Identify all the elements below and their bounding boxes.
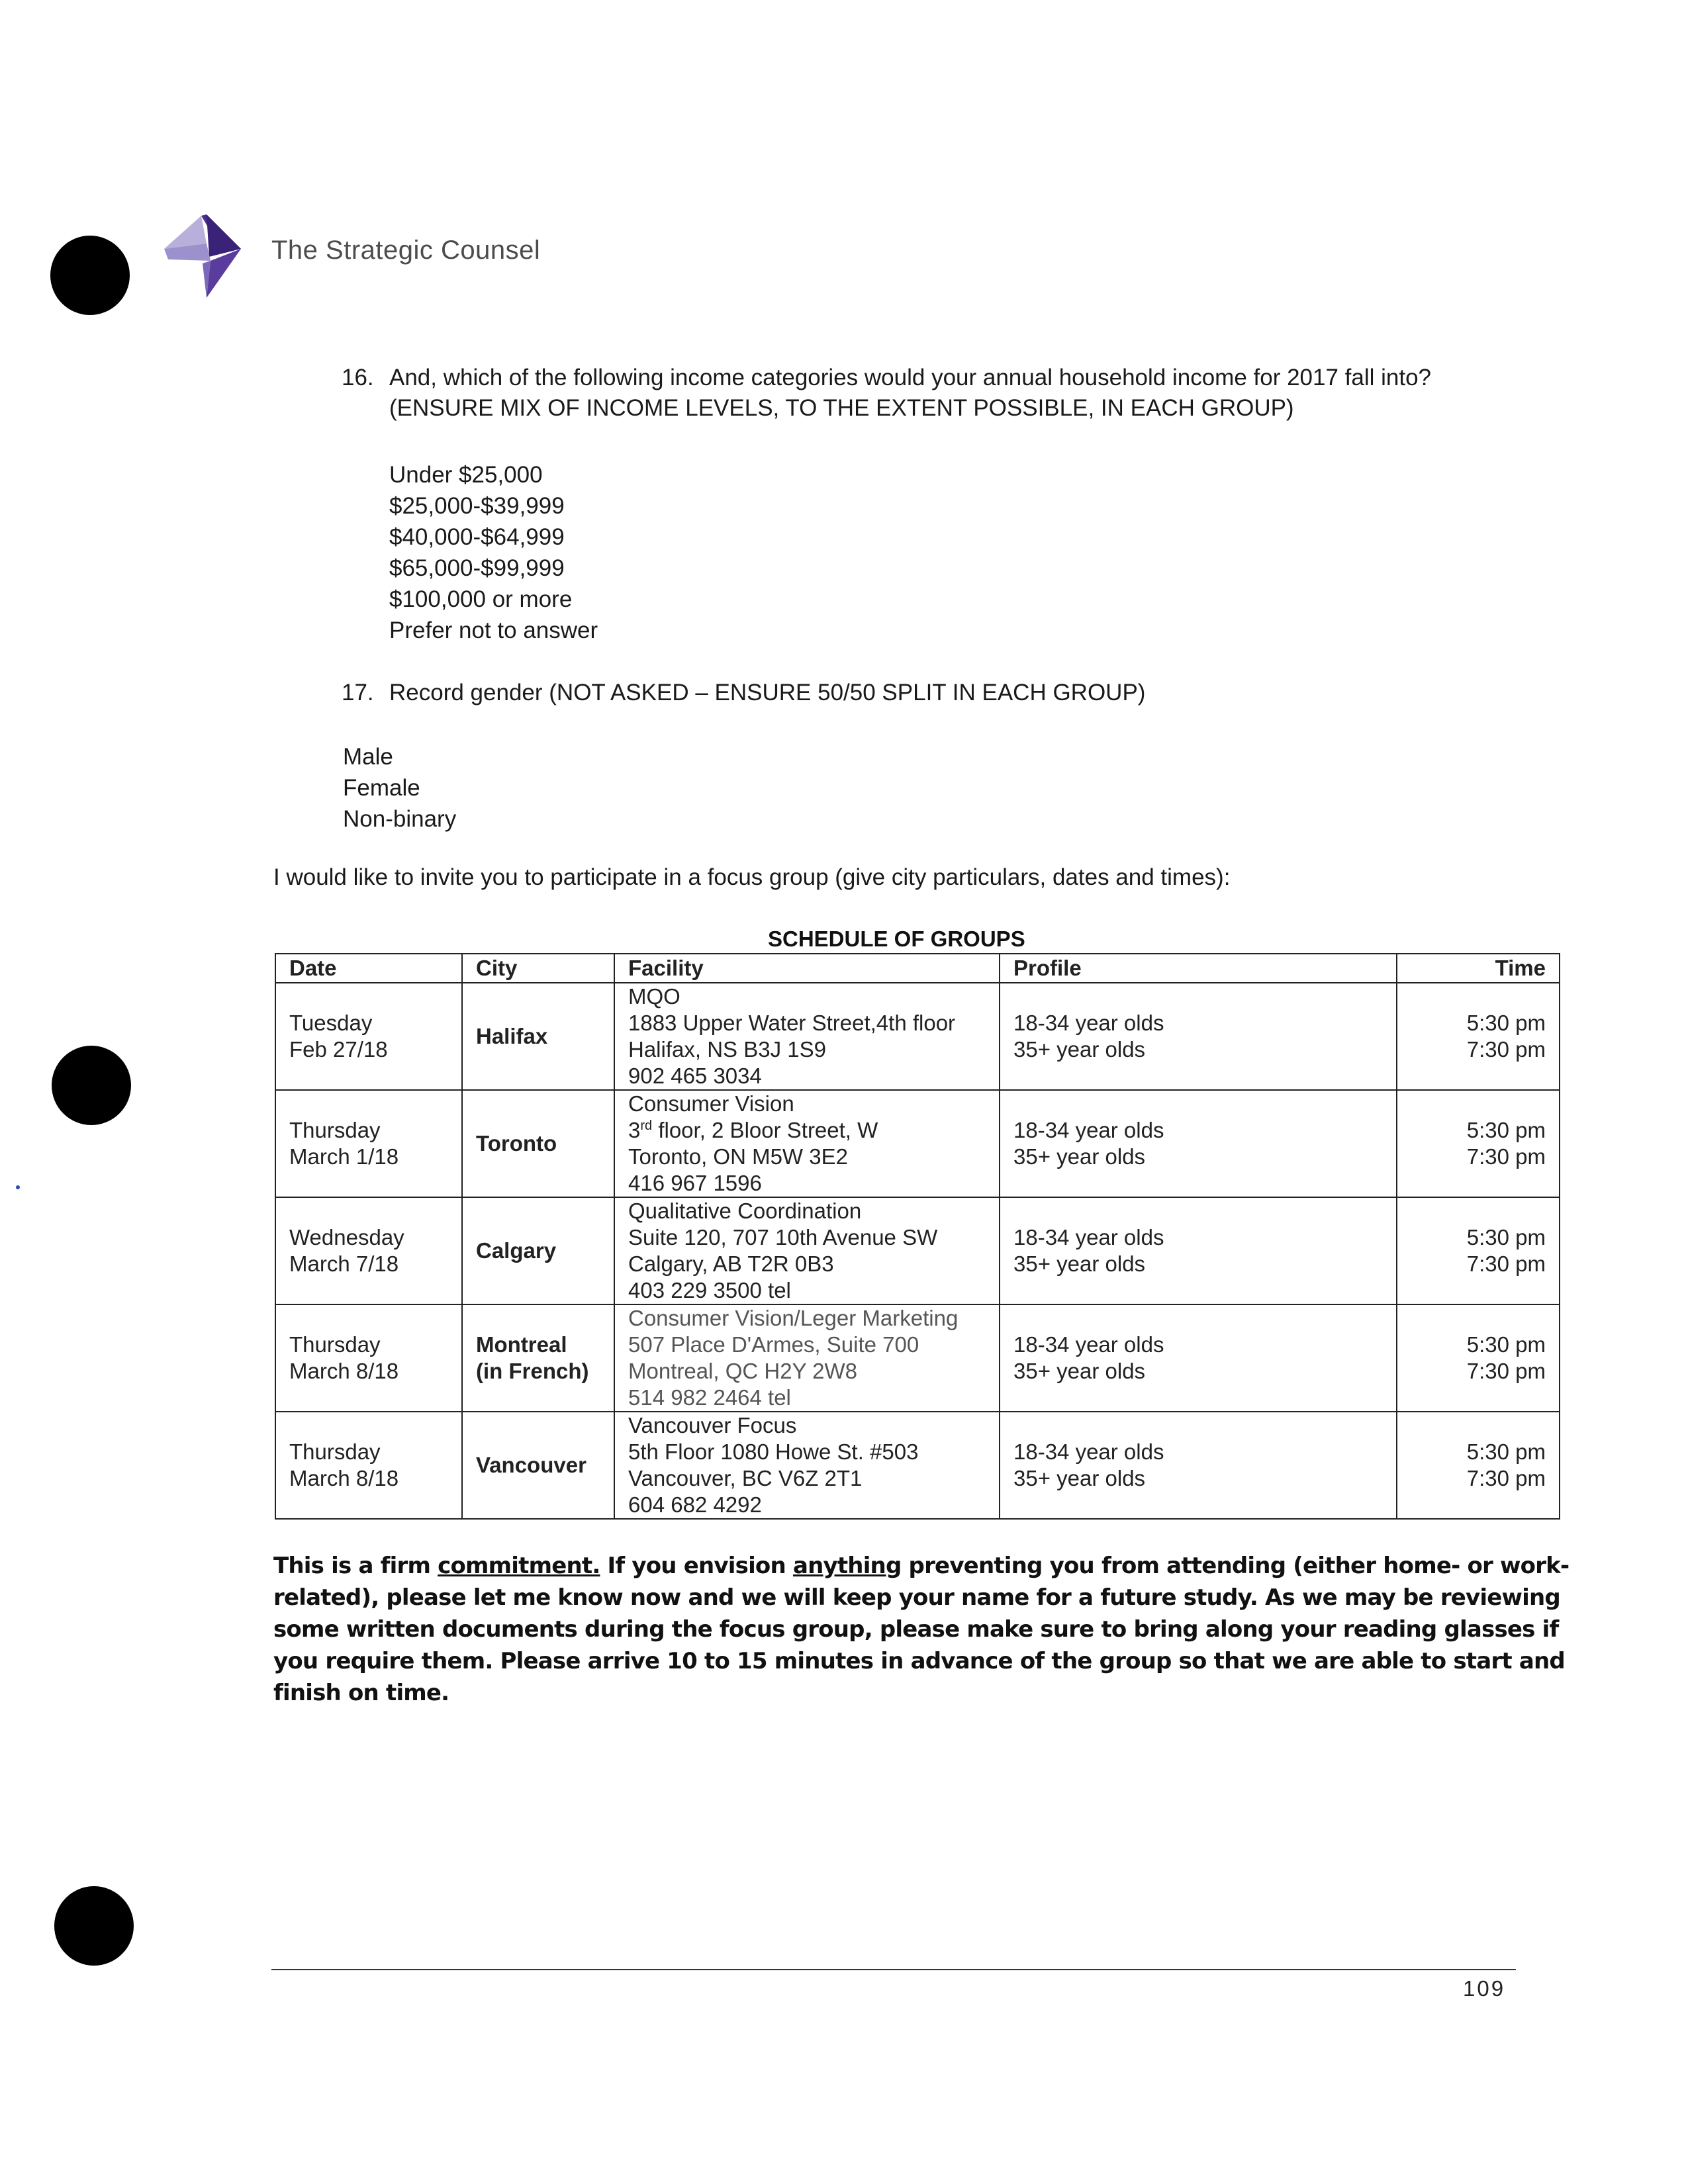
day-text: Wednesday [289,1225,404,1250]
facility-cell [614,1304,1000,1412]
column-header-time: Time [1397,954,1560,983]
schedule-title: SCHEDULE OF GROUPS [768,927,1025,951]
time-text: 5:30 pm [1466,1439,1546,1464]
note-text: preventing you from attending (either home- or work-related), please let me know now and we will keep your name for a future study. As we may be reviewing some written documents during the focus group, please make sure to bring along your reading glasses if you require them. Please arrive 10 to 15 minutes in advance of the group so that we are able to start and finish on time. [273,1553,1570,1706]
facility-address: Suite 120, 707 10th Avenue SW [628,1225,938,1250]
date-text: March 7/18 [289,1251,399,1276]
binder-hole-bottom [54,1886,134,1966]
profile-text: 18-34 year olds [1013,1225,1164,1250]
note-text: If you envision [600,1553,793,1579]
city-language-note: (in French) [476,1359,589,1383]
time-text: 7:30 pm [1466,1251,1546,1276]
scan-speck [16,1185,20,1189]
profile-text: 35+ year olds [1013,1359,1146,1383]
facility-phone: 403 229 3500 tel [628,1278,791,1302]
column-header-city: City [462,954,614,983]
profile-text: 35+ year olds [1013,1251,1146,1276]
facility-phone: 514 982 2464 tel [628,1385,791,1410]
facility-city: Toronto, ON M5W 3E2 [628,1144,848,1169]
question-text: And, which of the following income categories would your annual household income for 2017 fall into? [389,365,1432,390]
list-item: Male [343,744,393,770]
date-text: March 8/18 [289,1359,399,1383]
time-text: 7:30 pm [1466,1466,1546,1490]
question-text: Record gender (NOT ASKED – ENSURE 50/50 SPLIT IN EACH GROUP) [389,680,1146,705]
table-row [275,1304,1560,1412]
profile-cell [1000,1412,1397,1519]
time-text: 5:30 pm [1466,1011,1546,1035]
column-header-facility: Facility [614,954,1000,983]
city-cell [462,983,614,1090]
note-emphasis: commitment. [438,1553,600,1579]
time-text: 7:30 pm [1466,1359,1546,1383]
profile-text: 18-34 year olds [1013,1118,1164,1142]
list-item: $25,000-$39,999 [389,493,565,519]
profile-cell [1000,1304,1397,1412]
profile-text: 18-34 year olds [1013,1011,1164,1035]
profile-text: 35+ year olds [1013,1037,1146,1062]
facility-city: Calgary, AB T2R 0B3 [628,1251,834,1276]
time-cell [1397,1412,1560,1519]
list-item: Under $25,000 [389,462,543,488]
time-text: 7:30 pm [1466,1144,1546,1169]
facility-address: 1883 Upper Water Street,4th floor [628,1011,956,1035]
city-text: Calgary [476,1238,557,1263]
day-text: Thursday [289,1332,381,1357]
city-cell [462,1197,614,1304]
brand-name: The Strategic Counsel [271,236,541,265]
city-text: Toronto [476,1131,557,1156]
time-cell [1397,983,1560,1090]
table-row [275,1197,1560,1304]
profile-cell [1000,1197,1397,1304]
profile-text: 35+ year olds [1013,1144,1146,1169]
day-text: Thursday [289,1118,381,1142]
profile-cell [1000,1090,1397,1197]
strategic-counsel-logo-icon [163,210,252,299]
time-text: 5:30 pm [1466,1332,1546,1357]
date-cell [275,1090,462,1197]
city-cell [462,1090,614,1197]
time-cell [1397,1090,1560,1197]
commitment-note [273,1550,1571,1709]
city-cell [462,1412,614,1519]
facility-city: Vancouver, BC V6Z 2T1 [628,1466,863,1490]
gender-options-list [343,741,456,835]
facility-name: Vancouver Focus [628,1413,797,1437]
page-number: 109 [1463,1976,1506,2001]
facility-address: 3rd floor, 2 Bloor Street, W [628,1118,878,1142]
question-number: 16. [342,365,374,390]
table-row [275,1412,1560,1519]
date-cell [275,1412,462,1519]
facility-phone: 604 682 4292 [628,1492,762,1517]
city-text: Halifax [476,1024,548,1048]
binder-hole-top [50,236,130,315]
city-text: Montreal [476,1332,567,1357]
facility-cell [614,1412,1000,1519]
table-row [275,983,1560,1090]
facility-phone: 902 465 3034 [628,1064,762,1088]
date-text: Feb 27/18 [289,1037,388,1062]
date-cell [275,1197,462,1304]
question-instruction: (ENSURE MIX OF INCOME LEVELS, TO THE EXTENT POSSIBLE, IN EACH GROUP) [389,395,1294,421]
day-text: Tuesday [289,1011,373,1035]
binder-hole-middle [52,1046,131,1125]
schedule-table [275,953,1560,1520]
facility-phone: 416 967 1596 [628,1171,762,1195]
facility-address: 5th Floor 1080 Howe St. #503 [628,1439,919,1464]
income-options-list [389,459,598,646]
note-emphasis: anything [792,1553,902,1579]
time-cell [1397,1197,1560,1304]
date-text: March 1/18 [289,1144,399,1169]
profile-text: 35+ year olds [1013,1466,1146,1490]
profile-text: 18-34 year olds [1013,1332,1164,1357]
time-cell [1397,1304,1560,1412]
facility-name: MQO [628,984,680,1009]
footer-divider [271,1969,1516,1970]
list-item: Female [343,775,420,801]
facility-name: Qualitative Coordination [628,1199,862,1223]
date-cell [275,1304,462,1412]
question-17 [342,678,1533,711]
column-header-profile: Profile [1000,954,1397,983]
date-text: March 8/18 [289,1466,399,1490]
list-item: Prefer not to answer [389,617,598,643]
table-row [275,1090,1560,1197]
column-header-date: Date [275,954,462,983]
list-item: $65,000-$99,999 [389,555,565,581]
day-text: Thursday [289,1439,381,1464]
city-cell [462,1304,614,1412]
city-text: Vancouver [476,1453,586,1477]
note-text: This is a firm [273,1553,438,1579]
time-text: 5:30 pm [1466,1225,1546,1250]
date-cell [275,983,462,1090]
profile-cell [1000,983,1397,1090]
table-header-row [275,954,1560,983]
time-text: 5:30 pm [1466,1118,1546,1142]
list-item: Non-binary [343,806,457,832]
profile-text: 18-34 year olds [1013,1439,1164,1464]
list-item: $100,000 or more [389,586,573,612]
question-16 [342,363,1533,429]
facility-name: Consumer Vision [628,1091,794,1116]
invitation-text: I would like to invite you to participate in a focus group (give city particulars, dates and times): [273,864,1231,890]
time-text: 7:30 pm [1466,1037,1546,1062]
facility-city: Halifax, NS B3J 1S9 [628,1037,826,1062]
facility-city: Montreal, QC H2Y 2W8 [628,1359,858,1383]
question-number: 17. [342,680,374,705]
list-item: $40,000-$64,999 [389,524,565,550]
facility-name: Consumer Vision/Leger Marketing [628,1306,959,1330]
facility-address: 507 Place D'Armes, Suite 700 [628,1332,919,1357]
facility-cell [614,1197,1000,1304]
facility-cell [614,1090,1000,1197]
facility-cell [614,983,1000,1090]
